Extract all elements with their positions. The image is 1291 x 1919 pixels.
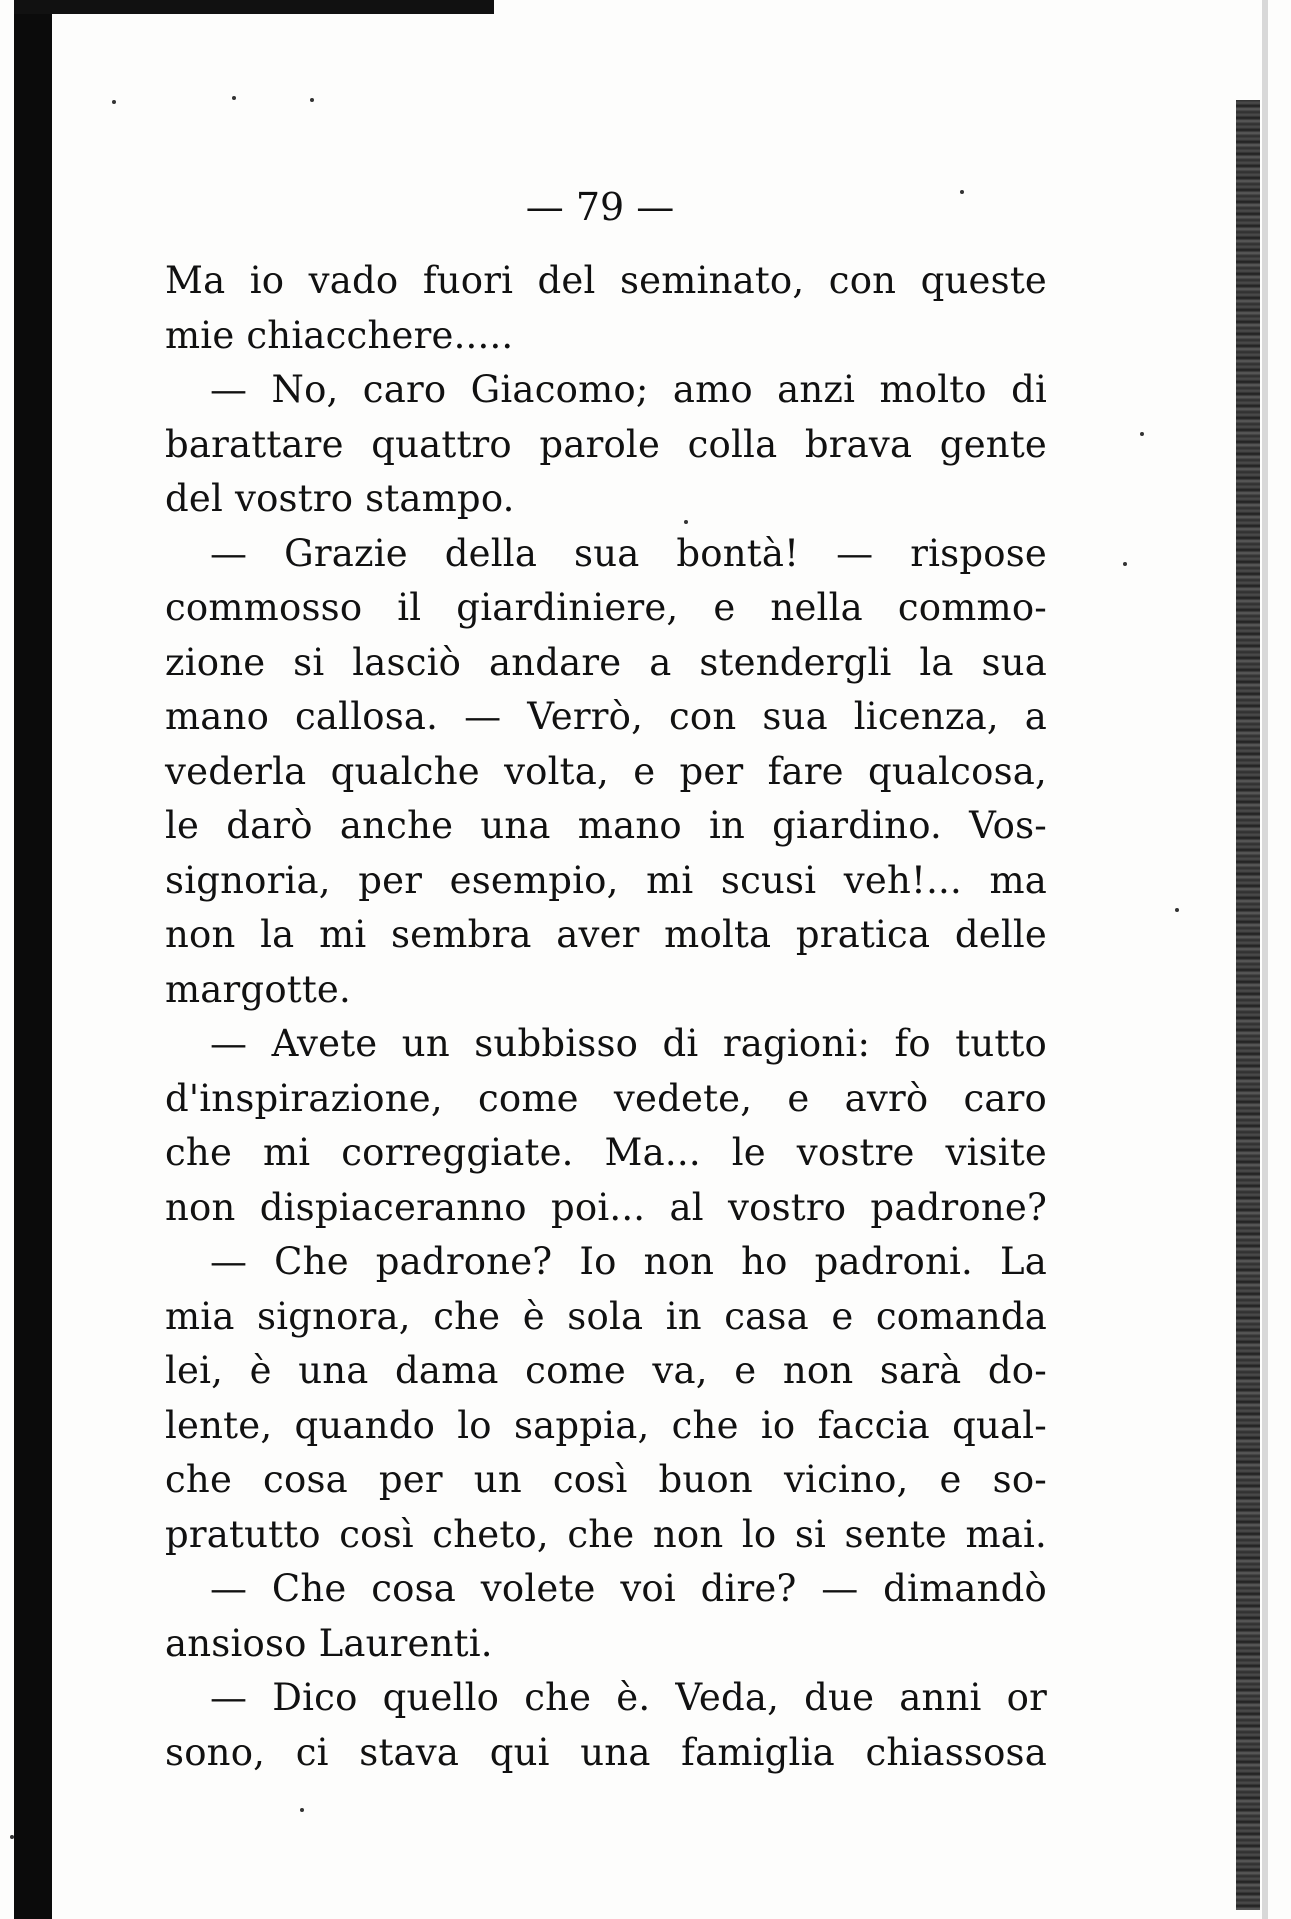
text-line: non dispiaceranno poi... al vostro padrone? [165, 1185, 1047, 1229]
text-line: — Dico quello che è. Veda, due anni or [210, 1676, 1047, 1719]
text-line: barattare quattro parole colla brava gente [165, 422, 1047, 466]
text-line: non la mi sembra aver molta pratica delle [165, 913, 1047, 956]
page-right-margin [1262, 0, 1268, 1919]
ink-speck [310, 98, 314, 102]
text-line: — No, caro Giacomo; amo anzi molto di [210, 368, 1047, 411]
ink-speck [232, 96, 236, 100]
text-line: pratutto così cheto, che non lo si sente mai. [165, 1512, 1047, 1556]
text-line: Ma io vado fuori del seminato, con queste [165, 259, 1047, 302]
page-number: — 79 — [525, 185, 675, 229]
text-line: vederla qualche volta, e per fare qualcosa, [165, 749, 1047, 793]
ink-speck [960, 190, 964, 194]
text-line: le darò anche una mano in giardino. Vos- [165, 804, 1047, 847]
text-line: commosso il giardiniere, e nella commo- [165, 586, 1047, 629]
text-line: — Che padrone? Io non ho padroni. La [210, 1240, 1047, 1283]
text-line: margotte. [165, 967, 351, 1011]
text-line: — Avete un subbisso di ragioni: fo tutto [210, 1022, 1047, 1065]
text-line: che mi correggiate. Ma... le vostre visite [165, 1131, 1047, 1174]
ink-speck [1123, 562, 1127, 566]
text-line: mano callosa. — Verrò, con sua licenza, a [165, 695, 1047, 738]
text-line: d'inspirazione, come vedete, e avrò caro [165, 1076, 1047, 1120]
text-line: che cosa per un così buon vicino, e so- [165, 1458, 1047, 1501]
body-text [165, 254, 1047, 1780]
ink-speck [1140, 432, 1144, 436]
text-line: — Grazie della sua bontà! — rispose [210, 531, 1047, 575]
text-line: mia signora, che è sola in casa e comanda [165, 1294, 1047, 1338]
text-line: signoria, per esempio, mi scusi veh!... ma [165, 858, 1047, 902]
text-line: ansioso Laurenti. [165, 1621, 493, 1665]
text-line: lente, quando lo sappia, che io faccia qual- [165, 1403, 1047, 1447]
text-line: sono, ci stava qui una famiglia chiassosa [165, 1730, 1047, 1774]
text-line: mie chiacchere..... [165, 313, 514, 357]
text-line: lei, è una dama come va, e non sarà do- [165, 1349, 1047, 1392]
page-top-shadow [14, 0, 494, 14]
text-line: zione si lasciò andare a stendergli la sua [165, 640, 1047, 684]
page-edge-stripes [1236, 100, 1260, 1910]
ink-speck [1175, 908, 1179, 912]
ink-speck [112, 100, 116, 104]
page-binding-shadow [14, 0, 52, 1919]
text-line: — Che cosa volete voi dire? — dimandò [210, 1567, 1047, 1610]
ink-speck [300, 1808, 304, 1812]
text-line: del vostro stampo. [165, 477, 515, 520]
ink-speck [10, 1835, 14, 1839]
